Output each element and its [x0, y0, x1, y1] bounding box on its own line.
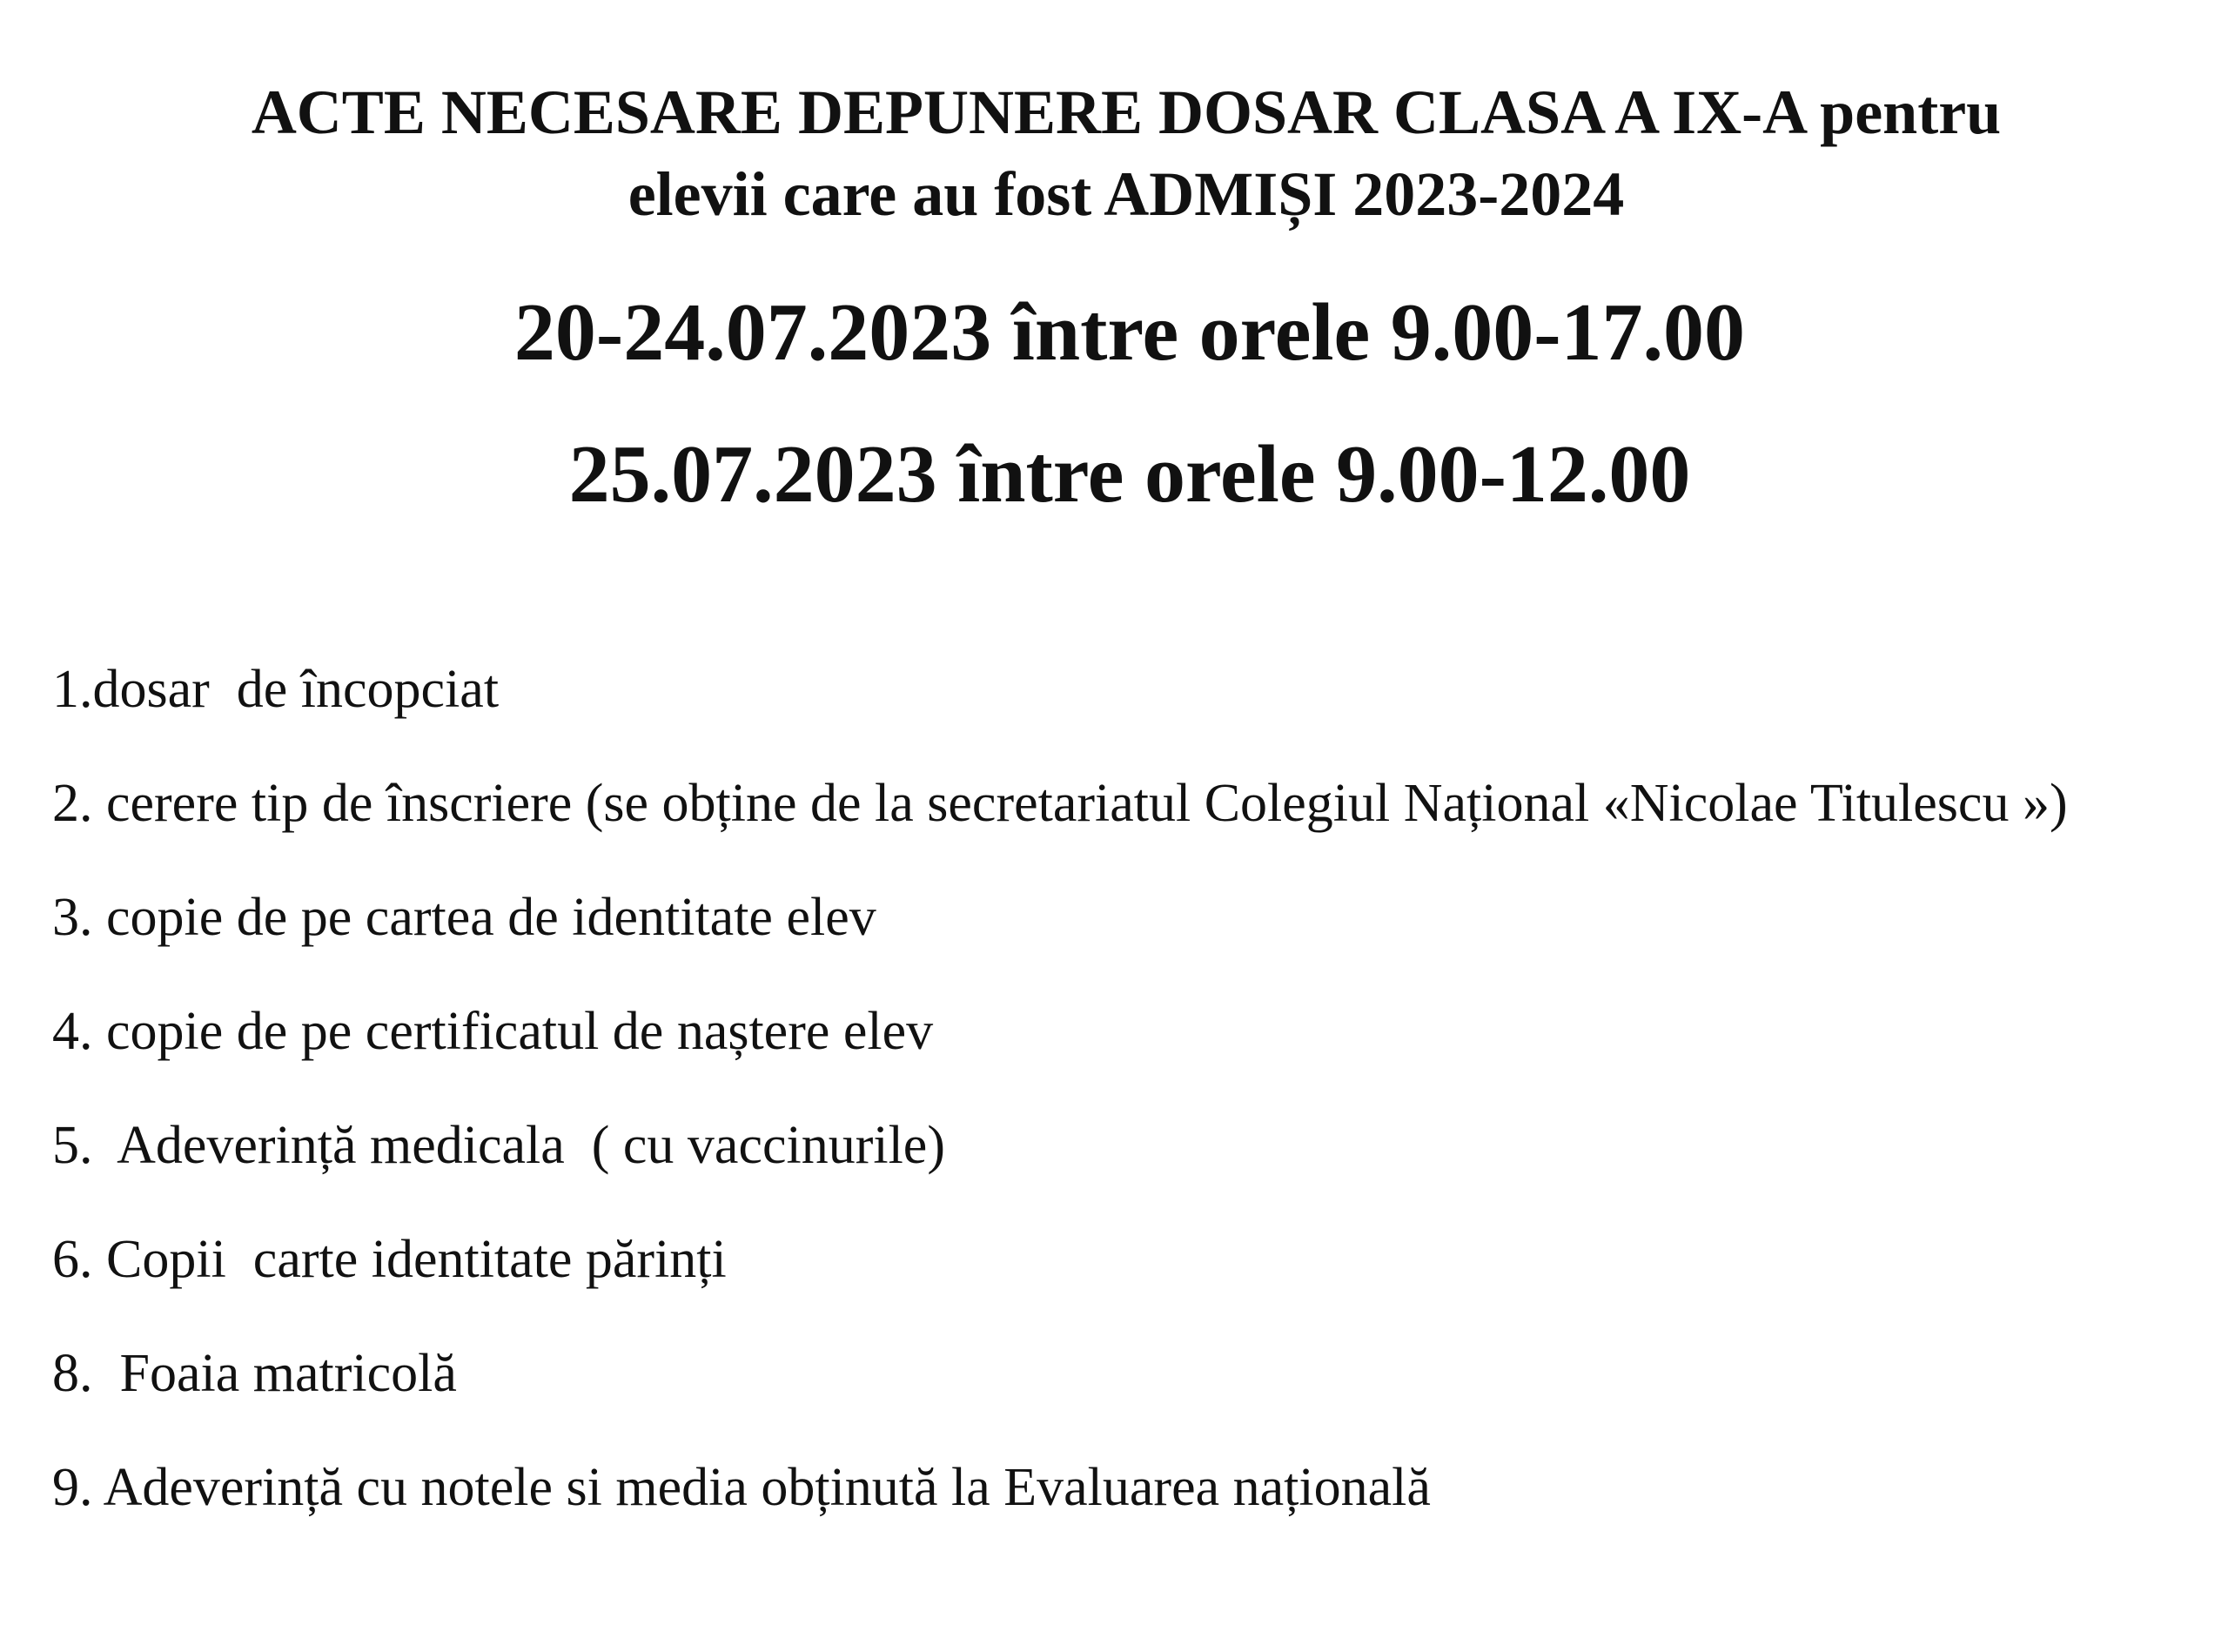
list-item: 3. copie de pe cartea de identitate elev — [52, 888, 876, 947]
document-title-line-1: ACTE NECESARE DEPUNERE DOSAR CLASA A IX-A pentru — [251, 77, 2002, 147]
required-documents-list — [52, 655, 2193, 1567]
list-item: 9. Adeverință cu notele si media obținută la Evaluarea națională — [52, 1458, 1431, 1517]
list-item: 1.dosar de încopciat — [52, 660, 500, 719]
list-item: 6. Copii carte identitate părinți — [52, 1230, 727, 1289]
schedule-line-1: 20-24.07.2023 între orele 9.00-17.00 — [513, 287, 1746, 378]
list-item: 4. copie de pe certificatul de naștere elev — [52, 1002, 934, 1061]
list-item: 8. Foaia matricolă — [52, 1344, 457, 1403]
list-item: 2. cerere tip de înscriere (se obține de la secretariatul Colegiul Național «Nicolae Titulescu ») — [52, 774, 2068, 833]
document-title-line-2: elevii care au fost ADMIȘI 2023-2024 — [627, 159, 1625, 229]
list-item: 5. Adeverință medicala ( cu vaccinurile) — [52, 1116, 945, 1175]
schedule-line-2: 25.07.2023 între orele 9.00-12.00 — [568, 429, 1691, 520]
